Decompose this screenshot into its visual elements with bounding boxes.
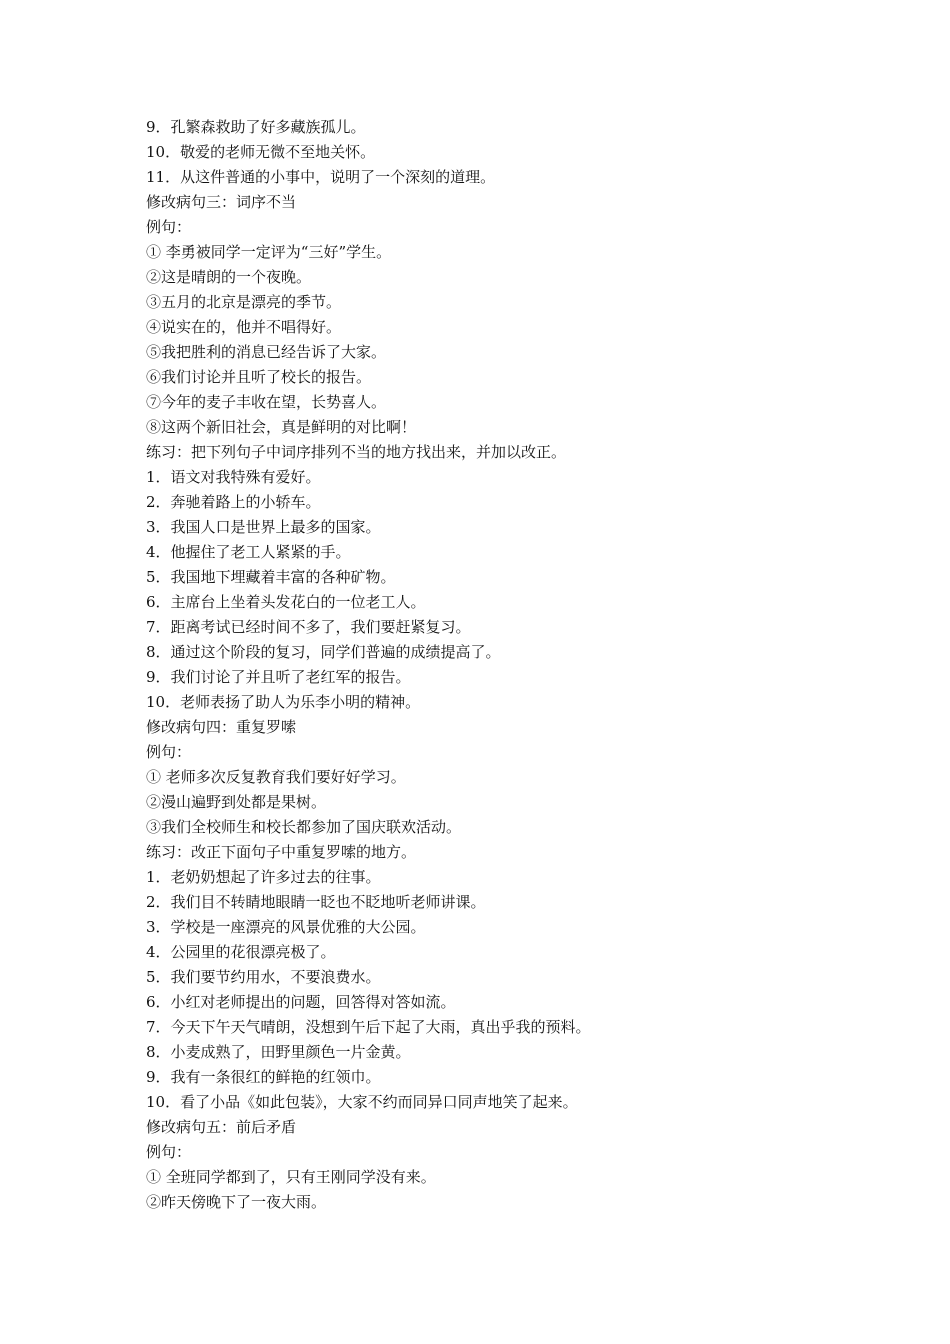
- text-line: 7．距离考试已经时间不多了，我们要赶紧复习。: [146, 618, 471, 636]
- text-line: ⑤我把胜利的消息已经告诉了大家。: [146, 343, 387, 361]
- text-line: 5．我国地下埋藏着丰富的各种矿物。: [146, 568, 396, 586]
- text-line: ③五月的北京是漂亮的季节。: [146, 293, 342, 311]
- exercise-instruction: 练习：把下列句子中词序排列不当的地方找出来，并加以改正。: [146, 443, 567, 461]
- text-line: ① 李勇被同学一定评为“三好”学生。: [146, 243, 392, 261]
- text-line: 3．我国人口是世界上最多的国家。: [146, 518, 381, 536]
- text-line: 4．公园里的花很漂亮极了。: [146, 943, 336, 961]
- text-line: ⑥我们讨论并且听了校长的报告。: [146, 368, 372, 386]
- text-line: 3．学校是一座漂亮的风景优雅的大公园。: [146, 918, 426, 936]
- text-line: 2．我们目不转睛地眼睛一眨也不眨地听老师讲课。: [146, 893, 486, 911]
- text-line: 10．看了小品《如此包装》，大家不约而同异口同声地笑了起来。: [146, 1093, 578, 1111]
- text-line: ②这是晴朗的一个夜晚。: [146, 268, 312, 286]
- text-line: 9．孔繁森救助了好多藏族孤儿。: [146, 118, 366, 136]
- example-label: 例句：: [146, 743, 192, 761]
- text-line: 6．小红对老师提出的问题，回答得对答如流。: [146, 993, 456, 1011]
- text-line: 8．小麦成熟了，田野里颜色一片金黄。: [146, 1043, 411, 1061]
- text-line: 9．我们讨论了并且听了老红军的报告。: [146, 668, 411, 686]
- example-label: 例句：: [146, 218, 192, 236]
- text-line: 2．奔驰着路上的小轿车。: [146, 493, 321, 511]
- text-line: ① 全班同学都到了，只有王刚同学没有来。: [146, 1168, 436, 1186]
- section-heading: 修改病句五：前后矛盾: [146, 1118, 297, 1136]
- text-line: 6．主席台上坐着头发花白的一位老工人。: [146, 593, 426, 611]
- example-label: 例句：: [146, 1143, 192, 1161]
- text-line: 5．我们要节约用水，不要浪费水。: [146, 968, 381, 986]
- text-line: ②漫山遍野到处都是果树。: [146, 793, 327, 811]
- text-line: 10．敬爱的老师无微不至地关怀。: [146, 143, 376, 161]
- text-line: ⑦今年的麦子丰收在望，长势喜人。: [146, 393, 387, 411]
- text-line: 4．他握住了老工人紧紧的手。: [146, 543, 351, 561]
- text-line: 8．通过这个阶段的复习，同学们普遍的成绩提高了。: [146, 643, 501, 661]
- text-line: 11．从这件普通的小事中，说明了一个深刻的道理。: [146, 168, 496, 186]
- text-line: ⑧这两个新旧社会，真是鲜明的对比啊！: [146, 418, 417, 436]
- exercise-instruction: 练习：改正下面句子中重复罗嗦的地方。: [146, 843, 417, 861]
- text-line: 1．老奶奶想起了许多过去的往事。: [146, 868, 381, 886]
- text-line: ②昨天傍晚下了一夜大雨。: [146, 1193, 327, 1211]
- document-body: [146, 115, 866, 1215]
- text-line: 10．老师表扬了助人为乐李小明的精神。: [146, 693, 421, 711]
- text-line: 7．今天下午天气晴朗，没想到午后下起了大雨，真出乎我的预料。: [146, 1018, 591, 1036]
- text-line: 1．语文对我特殊有爱好。: [146, 468, 321, 486]
- text-line: ③我们全校师生和校长都参加了国庆联欢活动。: [146, 818, 462, 836]
- text-line: ④说实在的，他并不唱得好。: [146, 318, 342, 336]
- section-heading: 修改病句三：词序不当: [146, 193, 297, 211]
- section-heading: 修改病句四：重复罗嗦: [146, 718, 297, 736]
- text-line: ① 老师多次反复教育我们要好好学习。: [146, 768, 406, 786]
- text-line: 9．我有一条很红的鲜艳的红领巾。: [146, 1068, 381, 1086]
